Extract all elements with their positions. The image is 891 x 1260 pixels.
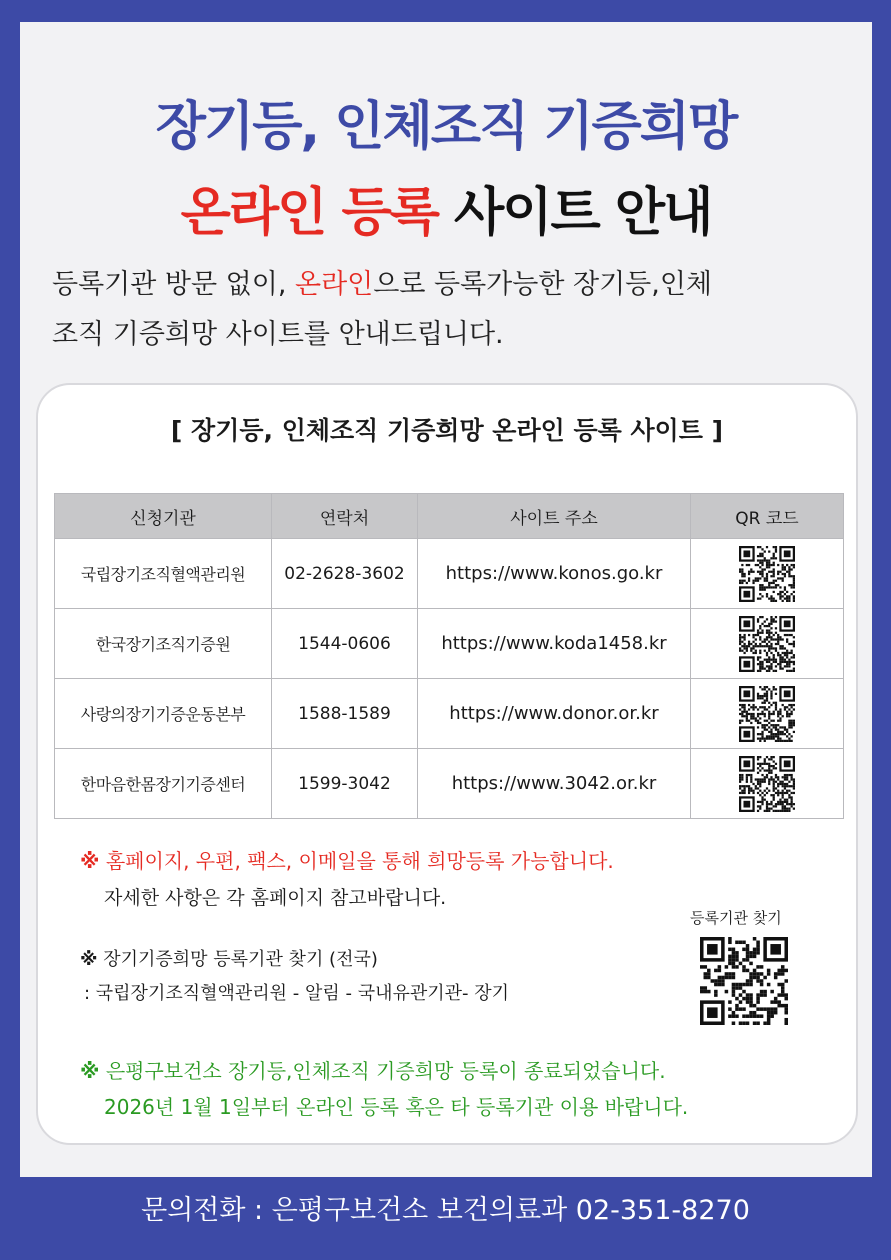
qr-code-icon[interactable] [739, 616, 795, 672]
note-online-methods [80, 845, 614, 874]
intro-part-2: 으로 등록가능한 장기등,인체 [373, 269, 712, 300]
footer-contact: 문의전화 : 은평구보건소 보건의료과 02-351-8270 [141, 1195, 750, 1226]
qr-cell [691, 609, 844, 679]
org-cell: 한국장기조직기증원 [55, 609, 272, 679]
find-agency-label: 등록기관 찾기 [690, 909, 782, 927]
qr-code-icon[interactable] [739, 686, 795, 742]
header-site: 사이트 주소 [418, 494, 691, 539]
card-heading: [ 장기등, 인체조직 기증희망 온라인 등록 사이트 ] [170, 416, 724, 445]
header-org: 신청기관 [55, 494, 272, 539]
phone-cell: 1599-3042 [272, 749, 418, 819]
header-qr: QR 코드 [691, 494, 844, 539]
note-symbol: ※ [80, 949, 98, 970]
qr-code-icon[interactable] [739, 756, 795, 812]
note-symbol: ※ [80, 849, 100, 873]
note3-sub: 2026년 1월 1일부터 온라인 등록 혹은 타 등록기관 이용 바랍니다. [104, 1095, 689, 1119]
qr-cell [691, 679, 844, 749]
site-link[interactable]: https://www.konos.go.kr [418, 539, 691, 609]
intro-highlight: 온라인 [295, 269, 374, 300]
site-link[interactable]: https://www.3042.or.kr [418, 749, 691, 819]
title-line-1: 장기등, 인체조직 기증희망 [155, 97, 737, 157]
note2-sub: : 국립장기조직혈액관리원 - 알림 - 국내유관기관- 장기 [84, 983, 510, 1004]
site-link[interactable]: https://www.donor.or.kr [418, 679, 691, 749]
note-registration-ended [80, 1055, 666, 1084]
info-card [36, 383, 858, 1145]
header-phone: 연락처 [272, 494, 418, 539]
note2-text: 장기기증희망 등록기관 찾기 (전국) [103, 949, 378, 970]
phone-cell: 02-2628-3602 [272, 539, 418, 609]
note1-text: 홈페이지, 우편, 팩스, 이메일을 통해 희망등록 가능합니다. [105, 849, 614, 873]
table-row [55, 679, 844, 749]
note-symbol: ※ [80, 1059, 100, 1083]
phone-cell: 1588-1589 [272, 679, 418, 749]
title-highlight: 온라인 등록 [180, 183, 438, 243]
phone-cell: 1544-0606 [272, 609, 418, 679]
qr-cell [691, 749, 844, 819]
site-link[interactable]: https://www.koda1458.kr [418, 609, 691, 679]
qr-cell [691, 539, 844, 609]
table-row [55, 609, 844, 679]
table-row [55, 539, 844, 609]
org-cell: 한마음한몸장기기증센터 [55, 749, 272, 819]
note3-text: 은평구보건소 장기등,인체조직 기증희망 등록이 종료되었습니다. [105, 1059, 666, 1083]
intro-line-2: 조직 기증희망 사이트를 안내드립니다. [52, 319, 504, 350]
intro-text [52, 260, 852, 360]
org-cell: 국립장기조직혈액관리원 [55, 539, 272, 609]
find-agency-qr-code-icon[interactable] [700, 937, 788, 1025]
title-rest: 사이트 안내 [454, 183, 712, 243]
table-row [55, 749, 844, 819]
table-header-row [55, 494, 844, 539]
title-line-2 [20, 170, 872, 245]
site-table [54, 493, 844, 819]
note-find-agency [80, 945, 378, 971]
qr-code-icon[interactable] [739, 546, 795, 602]
intro-part-1: 등록기관 방문 없이, [52, 269, 295, 300]
note1-sub: 자세한 사항은 각 홈페이지 참고바랍니다. [104, 887, 447, 909]
org-cell: 사랑의장기기증운동본부 [55, 679, 272, 749]
